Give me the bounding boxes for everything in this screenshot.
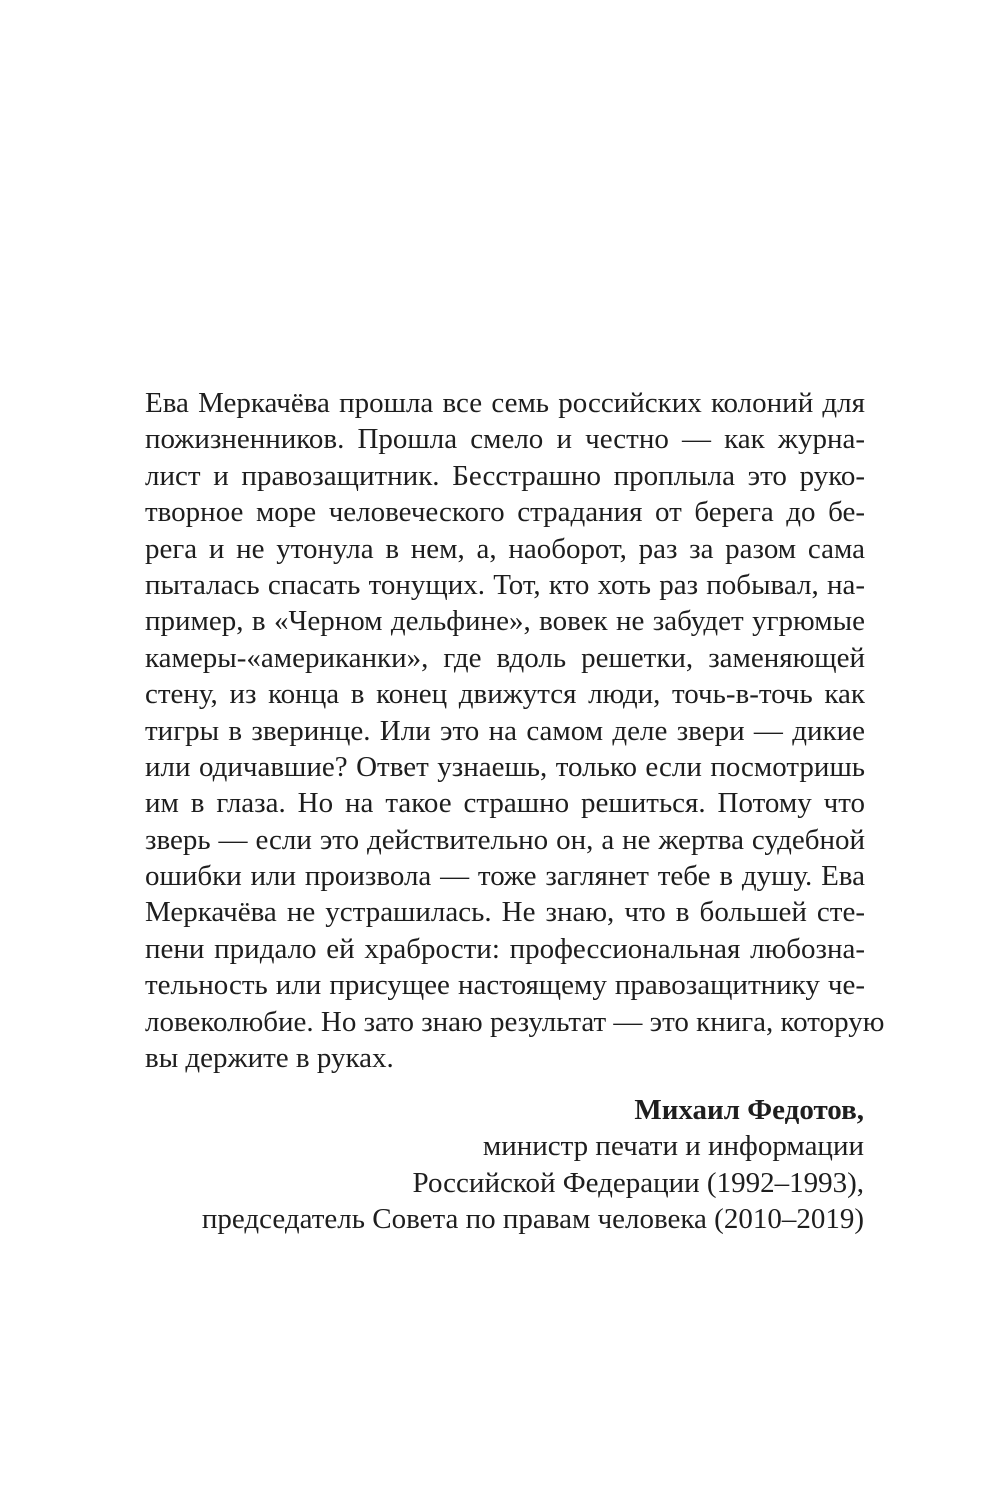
paragraph-line: пени придало ей храбрости: профессиональная любозна-: [145, 932, 865, 965]
paragraph-line: тельность или присущее настоящему правозащитнику че-: [145, 969, 865, 1002]
paragraph-line: им в глаза. Но на такое страшно решиться. Потому что: [145, 787, 865, 820]
paragraph-line: ошибки или произвола — тоже заглянет тебе в душу. Ева: [145, 860, 865, 893]
paragraph-line: рега и не утонула в нем, а, наоборот, раз за разом сама: [145, 532, 865, 565]
paragraph-line: или одичавшие? Ответ узнаешь, только если посмотришь: [145, 750, 865, 783]
paragraph-line: пример, в «Черном дельфине», вовек не забудет угрюмые: [145, 605, 865, 638]
paragraph-line: пыталась спасать тонущих. Тот, кто хоть раз побывал, на-: [145, 568, 865, 601]
paragraph-line: тигры в зверинце. Или это на самом деле звери — дикие: [145, 714, 865, 747]
paragraph-line: зверь — если это действительно он, а не жертва судебной: [145, 823, 865, 856]
author-role-line: председатель Совета по правам человека (2010–2019): [201, 1203, 864, 1236]
paragraph-line: Ева Меркачёва прошла все семь российских колоний для: [145, 387, 865, 419]
author-role-line: Российской Федерации (1992–1993),: [412, 1166, 864, 1199]
paragraph-line: лист и правозащитник. Бесстрашно проплыла это руко-: [145, 459, 865, 492]
paragraph-line: ловеколюбие. Но зато знаю результат — это книга, которую: [145, 1005, 885, 1038]
attribution-block: [202, 1092, 864, 1238]
author-name: Михаил Федотов,: [634, 1094, 864, 1126]
foreword-paragraph: [145, 385, 885, 1076]
paragraph-line: Меркачёва не устрашилась. Не знаю, что в большей сте-: [145, 896, 865, 929]
paragraph-line: пожизненников. Прошла смело и честно — как журна-: [145, 423, 865, 456]
paragraph-line: творное море человеческого страдания от берега до бе-: [145, 496, 865, 529]
author-role-line: министр печати и информации: [482, 1130, 864, 1163]
paragraph-line: вы держите в руках.: [145, 1042, 394, 1075]
paragraph-line: стену, из конца в конец движутся люди, точь-в-точь как: [145, 678, 865, 711]
paragraph-line: камеры-«американки», где вдоль решетки, заменяющей: [145, 641, 865, 674]
